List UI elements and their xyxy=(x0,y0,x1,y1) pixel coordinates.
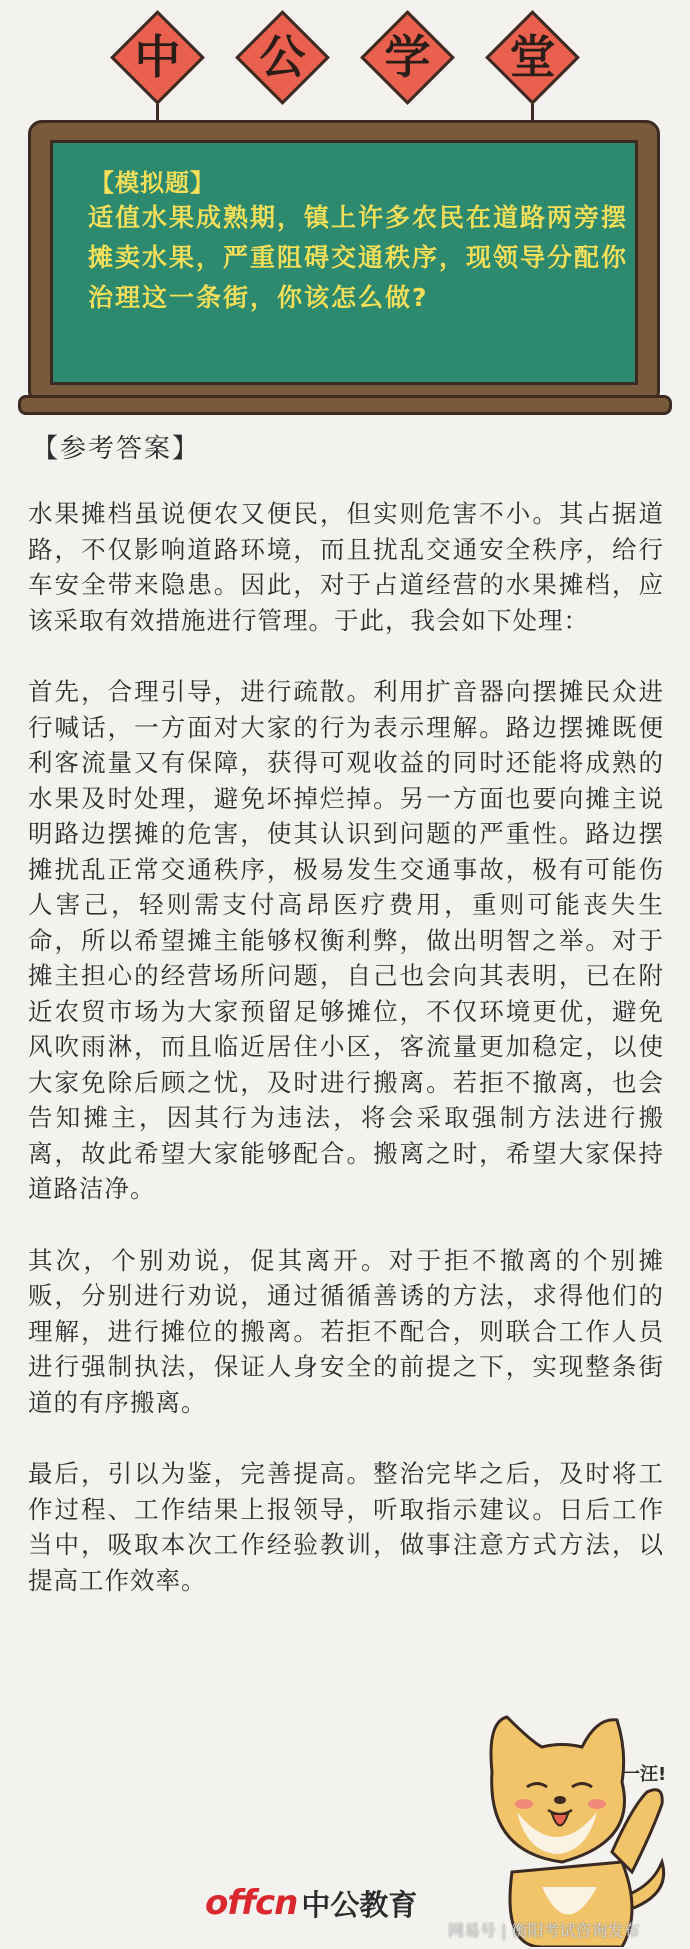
answer-content xyxy=(28,496,664,1634)
header-diamond-1 xyxy=(110,10,205,105)
watermark: 网易号 | 衡阳考试咨询发布 xyxy=(448,1921,640,1940)
header-banner xyxy=(0,0,690,115)
header-char-3: 学 xyxy=(384,30,431,84)
question-text: 适值水果成熟期，镇上许多农民在道路两旁摆摊卖水果，严重阻碍交通秩序，现领导分配你治理这一条街，你该怎么做? xyxy=(88,203,629,312)
answer-paragraph-4: 最后，引以为鉴，完善提高。整治完毕之后，及时将工作过程、工作结果上报领导，听取指示建议。日后工作当中，吸取本次工作经验教训，做事注意方式方法，以提高工作效率。 xyxy=(28,1459,664,1595)
header-char-2: 公 xyxy=(259,30,306,84)
answer-paragraph-1: 水果摊档虽说便农又便民，但实则危害不小。其占据道路，不仅影响道路环境，而且扰乱交通安全秩序，给行车安全带来隐患。因此，对于占道经营的水果摊档，应该采取有效措施进行管理。于此，我会如下处理： xyxy=(28,499,664,635)
logo-en: offcn xyxy=(205,1883,298,1923)
header-diamond-2 xyxy=(235,10,330,105)
dog-mascot-icon xyxy=(472,1712,682,1947)
logo-cn: 中公教育 xyxy=(301,1887,418,1922)
answer-paragraph-2: 首先，合理引导，进行疏散。利用扩音器向摆摊民众进行喊话，一方面对大家的行为表示理解。路边摆摊既便利客流量又有保障，获得可观收益的同时还能将成熟的水果及时处理，避免坏掉烂掉。另一方面也要向摊主说明路边摆摊的危害，使其认识到问题的严重性。路边摆摊扰乱正常交通秩序，极易发生交通事故，极有可能伤人害己，轻则需支付高昂医疗费用，重则可能丧失生命，所以希望摊主能够权衡利弊，做出明智之举。对于摊主担心的经营场所问题，自己也会向其表明，已在附近农贸市场为大家预留足够摊位，不仅环境更优，避免风吹雨淋，而且临近居住小区，客流量更加稳定，以使大家免除后顾之忧，及时进行搬离。若拒不撤离，也会告知摊主，因其行为违法，将会采取强制方法进行搬离，故此希望大家能够配合。搬离之时，希望大家保持道路洁净。 xyxy=(28,677,664,1203)
chalkboard-ledge xyxy=(18,395,672,415)
offcn-logo xyxy=(205,1883,417,1923)
mascot-speech: 一汪! xyxy=(622,1764,667,1785)
header-char-4: 堂 xyxy=(509,30,556,84)
answer-paragraph-3: 其次，个别劝说，促其离开。对于拒不撤离的个别摊贩，分别进行劝说，通过循循善诱的方法，求得他们的理解，进行摊位的搬离。若拒不配合，则联合工作人员进行强制执法，保证人身安全的前提之下，实现整条街道的有序搬离。 xyxy=(28,1245,664,1417)
header-char-1: 中 xyxy=(134,30,181,84)
header-diamond-4 xyxy=(485,10,580,105)
header-diamond-3 xyxy=(360,10,455,105)
question-tag: 【模拟题】 xyxy=(90,169,215,197)
answer-tag: 【参考答案】 xyxy=(32,434,201,464)
